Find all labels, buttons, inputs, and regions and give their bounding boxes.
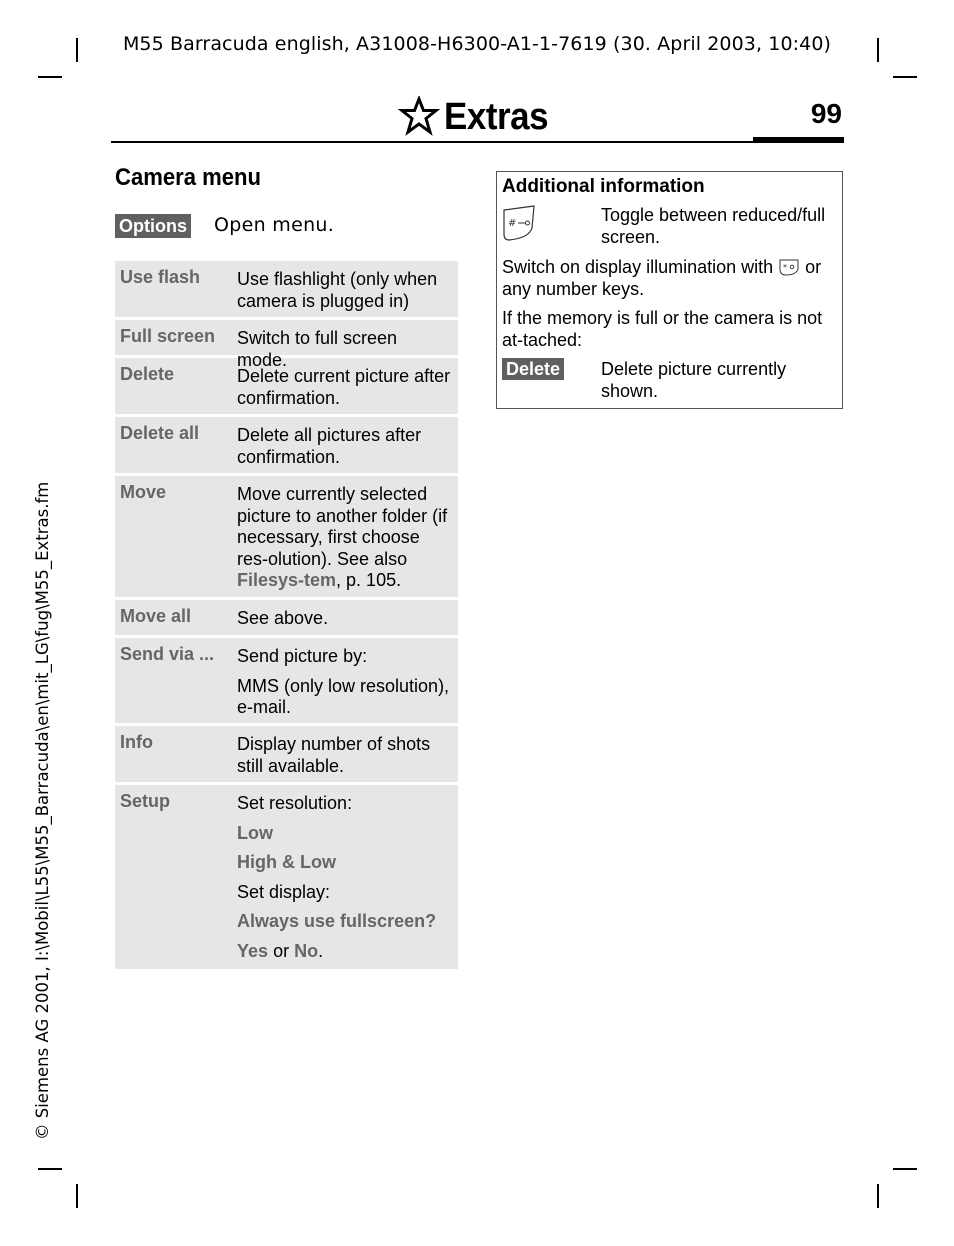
crop-mark (76, 1184, 78, 1208)
menu-desc: Set resolution: Low High & Low Set display: Always use fullscreen? Yes or No. (237, 791, 458, 963)
crop-mark (38, 1168, 62, 1170)
delete-softkey: Delete (502, 358, 564, 380)
menu-desc: Send picture by: MMS (only low resolution), e-mail. (237, 646, 450, 717)
menu-key: Info (120, 732, 153, 752)
header-rule (111, 141, 753, 143)
table-row (115, 785, 458, 969)
copyright-side-text: © Siemens AG 2001, I:\Mobil\L55\M55_Barracuda\en\mit_LG\fug\M55_Extras.fm (33, 481, 52, 1140)
svg-text:*: * (783, 263, 788, 272)
menu-desc: Delete current picture after confirmation. (237, 366, 451, 408)
illumination-text: Switch on display illumination with * or any number keys. (502, 257, 822, 299)
svg-text:#: # (508, 218, 517, 229)
menu-key: Delete all (120, 423, 200, 443)
menu-key: Setup (120, 791, 171, 811)
star-icon (398, 96, 440, 138)
table-row (115, 476, 458, 597)
menu-desc: Switch to full screen mode. (237, 328, 398, 370)
crop-mark (877, 1184, 879, 1208)
hash-key-icon (501, 204, 537, 242)
options-description: Open menu. (214, 214, 335, 236)
crop-mark (38, 76, 62, 78)
page-number: 99 (810, 98, 842, 129)
options-softkey: Options (115, 214, 191, 238)
menu-key: Delete (120, 364, 175, 384)
additional-info-box (496, 171, 843, 409)
menu-desc: Delete all pictures after confirmation. (237, 425, 422, 467)
page-number-rule (753, 137, 844, 143)
camera-menu-table (115, 261, 458, 972)
page-title (398, 92, 557, 142)
page-title-text: Extras (444, 95, 549, 138)
menu-key: Use flash (120, 267, 201, 287)
star-key-icon (778, 257, 800, 277)
crop-mark (893, 76, 917, 78)
delete-description: Delete picture currently shown. (601, 359, 787, 401)
setup-option: Always use fullscreen? (237, 911, 437, 931)
menu-key: Send via ... (120, 644, 215, 664)
table-row (115, 600, 458, 635)
table-row (115, 358, 458, 414)
setup-option: High & Low (237, 852, 336, 872)
section-title: Camera menu (115, 164, 262, 191)
menu-key: Move all (120, 606, 192, 626)
table-row (115, 726, 458, 782)
hash-key-description: Toggle between reduced/full screen. (601, 205, 826, 247)
menu-key: Full screen (120, 326, 216, 346)
menu-desc: See above. (237, 608, 329, 628)
options-softkey-row (115, 213, 191, 239)
crop-mark (893, 1168, 917, 1170)
delete-softkey-row (502, 358, 564, 381)
memory-full-text: If the memory is full or the camera is not at-tached: (502, 308, 823, 350)
menu-desc: Display number of shots still available. (237, 734, 431, 776)
info-box-title: Additional information (502, 176, 705, 197)
table-row (115, 638, 458, 723)
document-header: M55 Barracuda english, A31008-H6300-A1-1-7619 (30. April 2003, 10:40) (122, 33, 832, 55)
table-row (115, 320, 458, 370)
table-row (115, 417, 458, 473)
menu-key: Move (120, 482, 167, 502)
menu-desc: Move currently selected picture to another folder (if necessary, first choose res-olution). See also Filesys-tem, p. 105. (237, 484, 448, 590)
cross-reference: Filesys-tem (237, 570, 337, 590)
setup-option: Low (237, 822, 273, 843)
table-row (115, 261, 458, 317)
menu-desc: Use flashlight (only when camera is plugged in) (237, 269, 438, 311)
